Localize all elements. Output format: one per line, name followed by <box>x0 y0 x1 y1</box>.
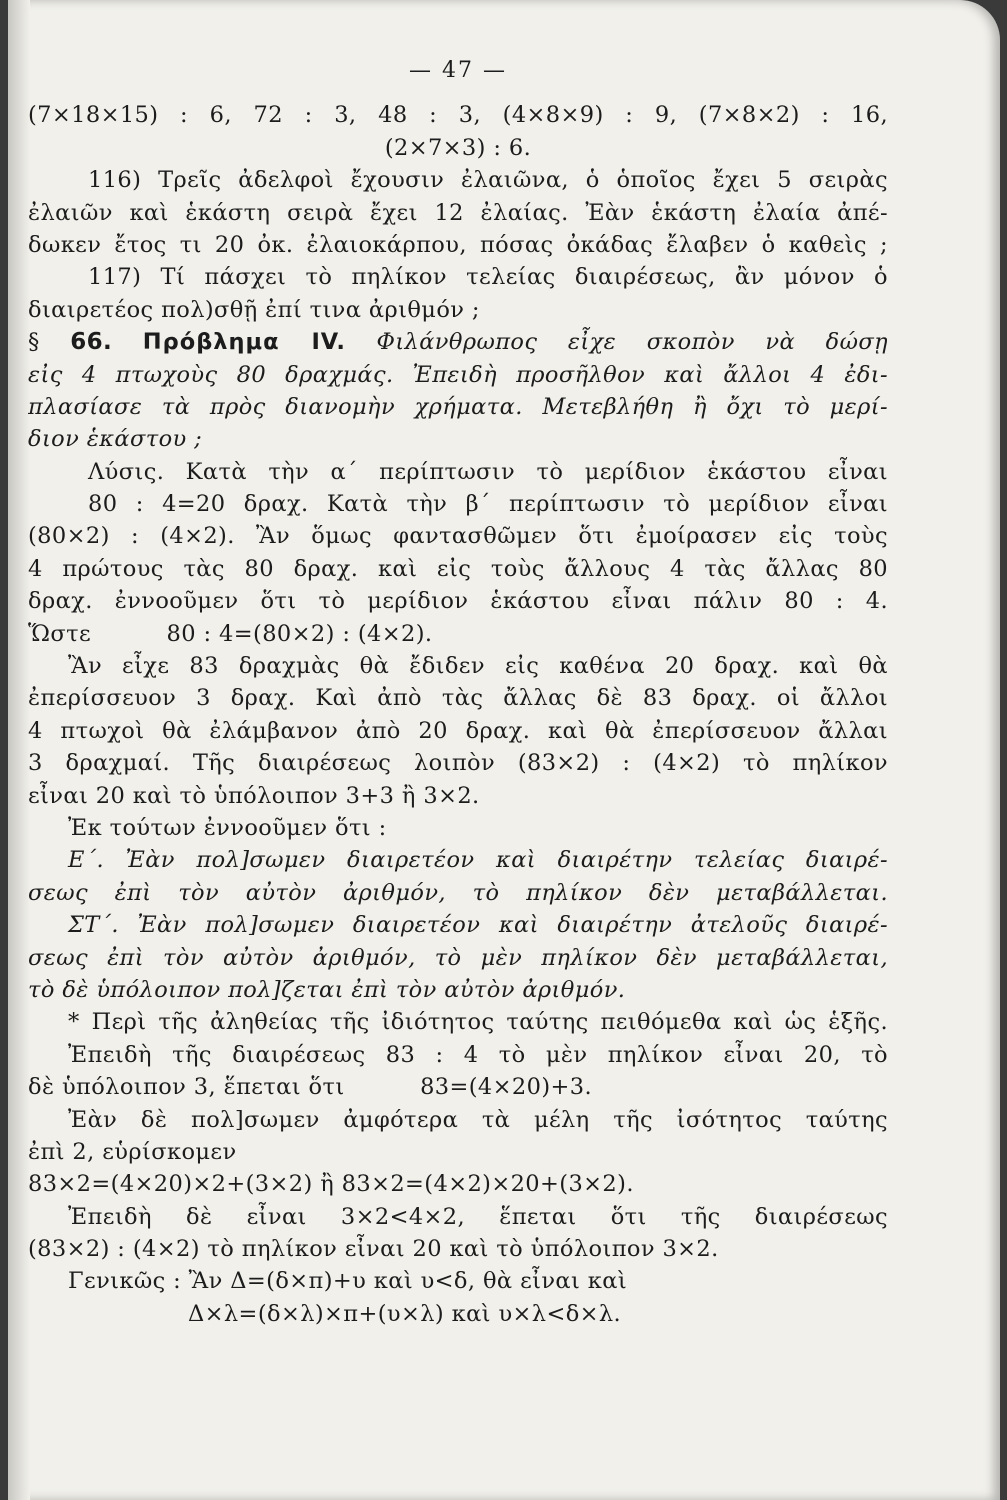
page-edge <box>8 0 30 1500</box>
solution-line: 4 πρώτους τὰς 80 δραχ. καὶ εἰς τοὺς ἄλλους 4 τὰς ἄλλας 80 <box>28 555 888 582</box>
proof-line: Ἐὰν δὲ πολ]σωμεν ἀμφότερα τὰ μέλη τῆς ἰσότητος ταύτης <box>68 1106 888 1133</box>
proof-line: Γενικῶς : Ἂν Δ=(δ×π)+υ καὶ υ<δ, θὰ εἶναι καὶ <box>68 1268 628 1295</box>
rule-line: τὸ δὲ ὑπόλοιπον πολ]ζεται ἐπὶ τὸν αὐτὸν ἀριθμόν. <box>28 976 626 1003</box>
solution-line: Ὥστε 80 : 4=(80×2) : (4×2). <box>28 620 433 647</box>
proof-line: δὲ ὑπόλοιπον 3, ἕπεται ὅτι 83=(4×20)+3. <box>28 1074 593 1101</box>
solution-line: ἐπερίσσευον 3 δραχ. Καὶ ἀπὸ τὰς ἄλλας δὲ 83 δραχ. οἱ ἄλλοι <box>28 685 888 712</box>
rule-line: σεως ἐπὶ τὸν αὐτὸν ἀριθμόν, τὸ πηλίκον δὲν μεταβάλλεται. <box>28 879 888 906</box>
proof-line: * Περὶ τῆς ἀληθείας τῆς ἰδιότητος ταύτης πειθόμεθα καὶ ὡς ἑξῆς. <box>68 1009 888 1036</box>
solution-line: 4 πτωχοὶ θὰ ἐλάμβανον ἀπὸ 20 δραχ. καὶ θὰ ἐπερίσσευον ἄλλαι <box>28 717 888 744</box>
problem-117-line: 117) Τί πάσχει τὸ πηλίκον τελείας διαιρέσεως, ἂν μόνον ὁ <box>88 264 888 291</box>
proof-formula: Δ×λ=(δ×λ)×π+(υ×λ) καὶ υ×λ<δ×λ. <box>188 1300 622 1327</box>
problem-116-line: ἐλαιῶν καὶ ἑκάστη σειρὰ ἔχει 12 ἐλαίας. Ἐὰν ἑκάστη ἐλαία ἀπέ- <box>28 199 888 226</box>
rule-line: ΣΤ΄. Ἐὰν πολ]σωμεν διαιρετέον καὶ διαιρέτην ἀτελοῦς διαιρέ- <box>68 912 888 939</box>
solution-line: 80 : 4=20 δραχ. Κατὰ τὴν β΄ περίπτωσιν τὸ μερίδιον εἶναι <box>88 491 888 518</box>
proof-line: ἐπὶ 2, εὑρίσκομεν <box>28 1138 237 1165</box>
proof-line: Ἐπειδὴ δὲ εἶναι 3×2<4×2, ἕπεται ὅτι τῆς διαιρέσεως <box>68 1203 888 1230</box>
solution-line: εἶναι 20 καὶ τὸ ὑπόλοιπον 3+3 ἢ 3×2. <box>28 782 480 809</box>
section-text-line: πλασίασε τὰ πρὸς διανομὴν χρήματα. Μετεβλήθη ἢ ὄχι τὸ μερί- <box>28 393 888 420</box>
section-title: Πρόβλημα IV. <box>142 329 346 356</box>
problem-116-line: 116) Τρεῖς ἀδελφοὶ ἔχουσιν ἐλαιῶνα, ὁ ὁποῖος ἔχει 5 σειρὰς <box>88 167 888 194</box>
rule-line: σεως ἐπὶ τὸν αὐτὸν ἀριθμόν, τὸ μὲν πηλίκον δὲν μεταβάλλεται, <box>28 944 888 971</box>
proof-line: Ἐπειδὴ τῆς διαιρέσεως 83 : 4 τὸ μὲν πηλίκον εἶναι 20, τὸ <box>68 1041 888 1068</box>
proof-formula: 83×2=(4×20)×2+(3×2) ἢ 83×2=(4×2)×20+(3×2). <box>28 1171 634 1198</box>
exercise-line: (2×7×3) : 6. <box>384 134 532 161</box>
problem-116-line: δωκεν ἔτος τι 20 ὀκ. ἐλαιοκάρπου, πόσας ὀκάδας ἔλαβεν ὁ καθεὶς ; <box>28 231 888 258</box>
section-text-line: διον ἑκάστου ; <box>28 426 203 453</box>
section-text-line: εἰς 4 πτωχοὺς 80 δραχμάς. Ἐπειδὴ προσῆλθον καὶ ἄλλοι 4 ἐδι- <box>28 361 888 388</box>
solution-line: δραχ. ἐννοοῦμεν ὅτι τὸ μερίδιον ἑκάστου εἶναι πάλιν 80 : 4. <box>28 588 888 615</box>
solution-line: (80×2) : (4×2). Ἂν ὅμως φαντασθῶμεν ὅτι ἐμοίρασεν εἰς τοὺς <box>28 523 888 550</box>
section-mark: § <box>28 329 40 356</box>
rule-line: Ε΄. Ἐὰν πολ]σωμεν διαιρετέον καὶ διαιρέτην τελείας διαιρέ- <box>68 847 888 874</box>
solution-line: Ἐκ τούτων ἐννοοῦμεν ὅτι : <box>68 814 387 841</box>
section-text: Φιλάνθρωπος εἶχε σκοπὸν νὰ δώσῃ <box>376 329 888 356</box>
page-number: — 47 — <box>409 58 507 83</box>
problem-117-line: διαιρετέος πολ)σθῇ ἐπί τινα ἀριθμόν ; <box>28 296 480 323</box>
section-number: 66. <box>70 329 113 356</box>
book-page <box>8 0 1000 1500</box>
page-content <box>28 55 888 1330</box>
proof-line: (83×2) : (4×2) τὸ πηλίκον εἶναι 20 καὶ τὸ ὑπόλοιπον 3×2. <box>28 1236 719 1263</box>
solution-line: Λύσις. Κατὰ τὴν α΄ περίπτωσιν τὸ μερίδιον ἑκάστου εἶναι <box>88 458 888 485</box>
exercise-line: (7×18×15) : 6, 72 : 3, 48 : 3, (4×8×9) : 9, (7×8×2) : 16, <box>28 102 888 129</box>
solution-line: Ἂν εἶχε 83 δραχμὰς θὰ ἔδιδεν εἰς καθένα 20 δραχ. καὶ θὰ <box>68 653 888 680</box>
section-heading <box>28 326 888 358</box>
solution-line: 3 δραχμαί. Τῆς διαιρέσεως λοιπὸν (83×2) : (4×2) τὸ πηλίκον <box>28 750 888 777</box>
